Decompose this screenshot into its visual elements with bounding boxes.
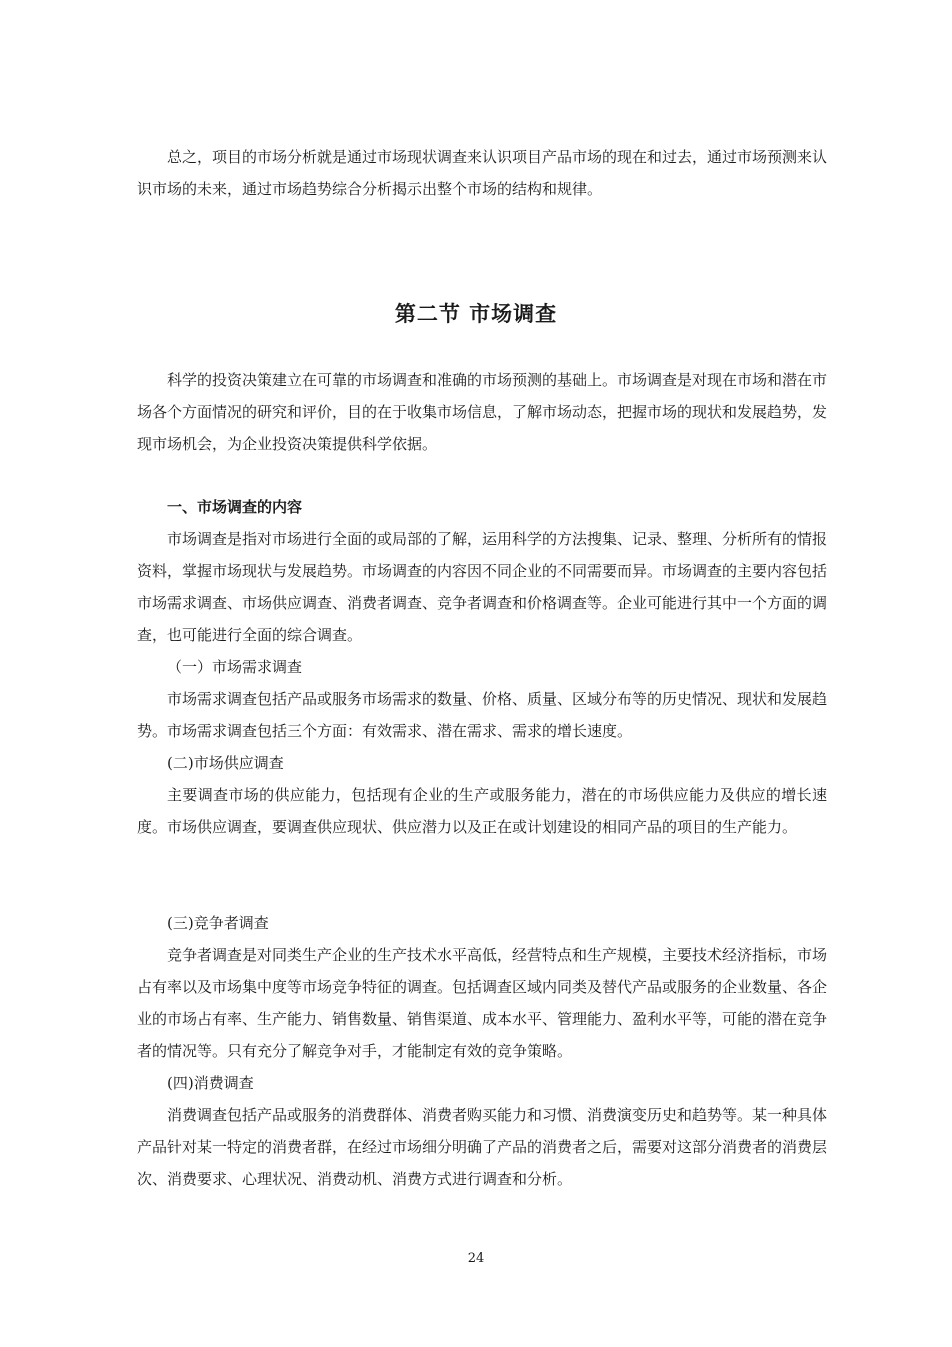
subsection-text-competitor: 竞争者调查是对同类生产企业的生产技术水平高低，经营特点和生产规模，主要技术经济指标，市场占有率以及市场集中度等市场竞争特征的调查。包括调查区域内同类及替代产品或服务的企业数量、各企业的市场占有率、生产能力、销售数量、销售渠道、成本水平、管理能力、盈利水平等，可能的潜在竞争者的情况等。只有充分了解竞争对手，才能制定有效的竞争策略。 (137, 946, 828, 1060)
section-intro-block (137, 364, 827, 460)
page-number: 24 (467, 1251, 485, 1266)
intro-block (137, 141, 827, 205)
content-block-2 (137, 907, 827, 1195)
section-intro-paragraph: 科学的投资决策建立在可靠的市场调查和准确的市场预测的基础上。市场调查是对现在市场和潜在市场各个方面情况的研究和评价，目的在于收集市场信息，了解市场动态，把握市场的现状和发展趋势，发现市场机会，为企业投资决策提供科学依据。 (137, 371, 828, 453)
subsection-text-demand: 市场需求调查包括产品或服务市场需求的数量、价格、质量、区域分布等的历史情况、现状和发展趋势。市场需求调查包括三个方面：有效需求、潜在需求、需求的增长速度。 (137, 690, 828, 740)
subsection-title-demand: （一）市场需求调查 (167, 658, 303, 676)
subsection-text-supply: 主要调查市场的供应能力，包括现有企业的生产或服务能力，潜在的市场供应能力及供应的增长速度。市场供应调查，要调查供应现状、供应潜力以及正在或计划建设的相同产品的项目的生产能力。 (137, 786, 827, 836)
section-title: 第二节 市场调查 (394, 301, 558, 326)
subsection-title-competitor: (三)竞争者调查 (167, 914, 269, 932)
subsection-title-supply: (二)市场供应调查 (167, 754, 284, 772)
intro-paragraph: 总之，项目的市场分析就是通过市场现状调查来认识项目产品市场的现在和过去，通过市场预测来认识市场的未来，通过市场趋势综合分析揭示出整个市场的结构和规律。 (137, 148, 828, 198)
content-block (137, 491, 827, 843)
heading-market-survey-content: 一、市场调查的内容 (167, 498, 303, 516)
subsection-text-consumer: 消费调查包括产品或服务的消费群体、消费者购买能力和习惯、消费演变历史和趋势等。某一种具体产品针对某一特定的消费者群，在经过市场细分明确了产品的消费者之后，需要对这部分消费者的消费层次、消费要求、心理状况、消费动机、消费方式进行调查和分析。 (137, 1106, 828, 1188)
subsection-title-consumer: (四)消费调查 (167, 1074, 254, 1092)
content-paragraph: 市场调查是指对市场进行全面的或局部的了解，运用科学的方法搜集、记录、整理、分析所有的情报资料，掌握市场现状与发展趋势。市场调查的内容因不同企业的不同需要而异。市场调查的主要内容包括市场需求调查、市场供应调查、消费者调查、竞争者调查和价格调查等。企业可能进行其中一个方面的调查，也可能进行全面的综合调查。 (137, 530, 828, 644)
